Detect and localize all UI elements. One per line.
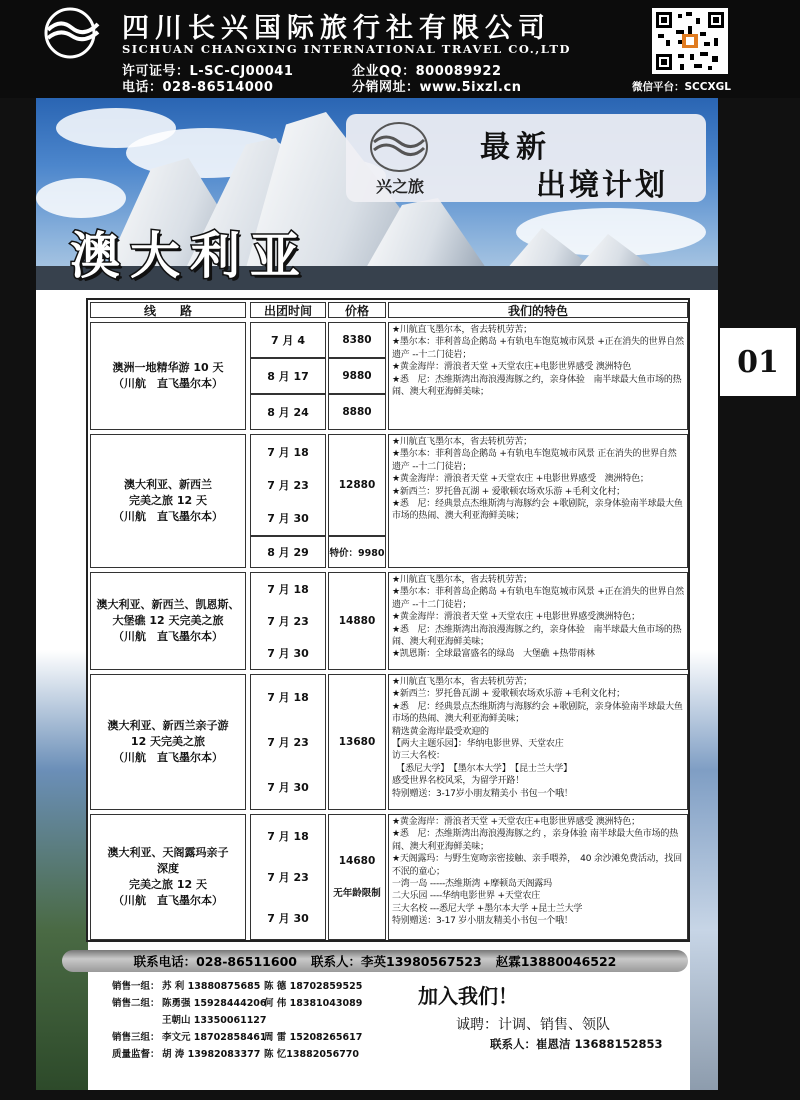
banner-title-latest: 最新: [480, 130, 552, 165]
company-phone: 电话：028-86514000: [122, 80, 274, 95]
brand-wave-icon: [368, 120, 430, 174]
departure-date: 7 月 23: [267, 735, 309, 749]
website[interactable]: 分销网址：www.5ixzl.cn: [352, 80, 522, 95]
header-date: 出团时间: [250, 302, 326, 318]
header-features: 我们的特色: [388, 302, 688, 318]
contact-person-2: 赵霖13880046522: [495, 954, 617, 969]
wechat-platform: 微信平台：SCCXGL: [632, 81, 731, 93]
departure-dates: [250, 434, 326, 536]
tour-price: 14680: [338, 855, 376, 867]
departure-date: 7 月 23: [267, 615, 309, 628]
departure-date: 7 月 30: [267, 780, 309, 794]
tour-price: 13680: [328, 674, 386, 810]
recruit-contact: 联系人：崔恩洁 13688152853: [490, 1037, 663, 1051]
sales-contact: 苏 利 13880875685: [162, 981, 261, 992]
header-bar: [0, 0, 800, 98]
company-qq: 企业QQ：800089922: [352, 64, 502, 79]
tour-price: 12880: [328, 434, 386, 536]
contact-bar: [62, 950, 688, 972]
sales-contact: 李文元 18702858461: [162, 1032, 267, 1043]
route-name: 澳大利亚、新西兰亲子游 12 天完美之旅 （川航 直飞墨尔本）: [90, 674, 246, 810]
tour-features: ★川航直飞墨尔本，省去转机劳苦； ★新西兰：罗托鲁瓦湖 + 爱歌顿农场欢乐游 +毛利文化村； ★悉 尼：经典景点杰维斯湾与海豚约会 +歌剧院，亲身体验南半球最大鱼市场的热闹、澳大利亚海鲜美味； 精选黄金海岸最受欢迎的 【两大主题乐园】：华纳电影世界、天堂农庄 访三大名校： 【悉尼大学】 【墨尔本大学】 【昆士兰大学】 感受世界名校风采，为留学开路！ 特别赠送：3-17岁小朋友精美小 书包一个哦！: [388, 674, 688, 810]
company-name-en: SICHUAN CHANGXING INTERNATIONAL TRAVEL CO.,LTD: [122, 42, 571, 56]
company-logo-icon: [40, 6, 106, 60]
departure-date: 7 月 4: [250, 322, 326, 358]
brand-name: 兴之旅: [376, 177, 425, 196]
age-note: 无年龄限制: [333, 888, 381, 899]
departure-date: 7 月 30: [267, 912, 309, 926]
country-title: 澳大利亚: [70, 227, 310, 285]
sales-contact: 周 雷 15208265617: [264, 1032, 363, 1043]
sales-contact: 王朝山 13350061127: [162, 1015, 267, 1026]
hero-opera-house-image: [36, 98, 718, 290]
header-price: 价格: [328, 302, 386, 318]
tour-features: ★川航直飞墨尔本，省去转机劳苦； ★墨尔本：菲利普岛企鹅岛 +有轨电车饱览城市风景 正在消失的世界自然遗产 --十二门徒岩； ★黄金海岸：滑浪者天堂 +天堂农庄 +电影世界感受 澳洲特色； ★新西兰：罗托鲁瓦湖 + 爱歌顿农场欢乐游 +毛利文化村； ★悉 尼：经典景点杰维斯湾与海豚约会 +歌剧院，亲身体验南半球最大鱼市场的热闹、澳大利亚海鲜美味；: [388, 434, 688, 568]
route-name: 澳大利亚、新西兰 完美之旅 12 天 （川航 直飞墨尔本）: [90, 434, 246, 568]
departure-dates: [250, 674, 326, 810]
route-name: 澳大利亚、新西兰、凯恩斯、 大堡礁 12 天完美之旅 （川航 直飞墨尔本）: [90, 572, 246, 670]
right-scenery-strip: [690, 290, 718, 1090]
departure-date: 7 月 18: [267, 829, 309, 843]
qr-code-icon: [652, 8, 728, 74]
page-number: 01: [718, 326, 798, 398]
banner-title-plan: 出境计划: [536, 168, 668, 203]
departure-date: 7 月 18: [267, 445, 309, 459]
tour-price: 14880: [328, 572, 386, 670]
departure-dates: [250, 814, 326, 940]
departure-date: 8 月 29: [250, 536, 326, 568]
tour-price: 9880: [328, 358, 386, 394]
route-name: 澳大利亚、天阁露玛亲子 深度 完美之旅 12 天 （川航 直飞墨尔本）: [90, 814, 246, 940]
route-name: 澳洲一地精华游 10 天 （川航 直飞墨尔本）: [90, 322, 246, 430]
company-name-cn: 四川长兴国际旅行社有限公司: [122, 13, 551, 44]
sales-group-2-label: 销售二组：: [112, 998, 160, 1009]
sales-contact: 胡 涛 13982083377: [162, 1049, 261, 1060]
tour-features: ★川航直飞墨尔本，省去转机劳苦； ★墨尔本：菲利普岛企鹅岛 +有轨电车饱览城市风景 +正在消失的世界自然遗产 --十二门徒岩； ★黄金海岸：滑浪者天堂 +天堂农庄 +电影世界感受澳洲特色； ★悉 尼：杰维斯湾出海浪漫海豚之约，亲身体验 南半球最大鱼市场的热闹、澳大利亚海鲜美味； ★凯恩斯：全球最富盛名的绿岛 大堡礁 +热带雨林: [388, 572, 688, 670]
sales-contact: 何 伟 18381043089: [264, 998, 363, 1009]
special-price: 特价：9980: [328, 536, 386, 568]
tour-price: 8380: [328, 322, 386, 358]
departure-date: 7 月 30: [267, 512, 309, 526]
sales-contact: 陈勇强 15928444206: [162, 998, 267, 1009]
sales-contact: 陈 德 18702859525: [264, 981, 363, 992]
contact-phone: 联系电话：028-86511600: [133, 954, 297, 969]
recruit-positions: 诚聘：计调、销售、领队: [456, 1017, 610, 1033]
tour-price-cell: [328, 814, 386, 940]
departure-date: 7 月 18: [267, 583, 309, 596]
tour-features: ★黄金海岸：滑浪者天堂 +天堂农庄+电影世界感受 澳洲特色； ★悉 尼：杰维斯湾出海浪漫海豚之约 ，亲身体验 南半球最大鱼市场的热闹、澳大利亚海鲜美味； ★天阁露玛：与野生宽吻亲密接触、亲手喂养， 40 余沙滩免费活动，找回不泯的童心； 一湾一岛 -----杰维斯湾 +摩顿岛天阁露玛 二大乐园 ----华纳电影世界 +天堂农庄 三大名校 ---悉尼大学 +墨尔本大学 +昆士兰大学 特别赠送：3-17 岁小朋友精美小书包一个哦！: [388, 814, 688, 940]
contact-label: 联系人：: [310, 954, 361, 969]
departure-date: 7 月 30: [267, 647, 309, 660]
departure-date: 7 月 23: [267, 478, 309, 492]
tour-table: [86, 298, 690, 942]
tour-price: 8880: [328, 394, 386, 430]
departure-date: 8 月 24: [250, 394, 326, 430]
tour-features: ★川航直飞墨尔本，省去转机劳苦； ★墨尔本：菲利普岛企鹅岛 +有轨电车饱览城市风景 +正在消失的世界自然遗产 --十二门徒岩； ★黄金海岸：滑浪者天堂 +天堂农庄+电影世界感受 澳洲特色 ★悉 尼：杰维斯湾出海浪漫海豚之约，亲身体验 南半球最大鱼市场的热闹、澳大利亚海鲜美味；: [388, 322, 688, 430]
departure-date: 8 月 17: [250, 358, 326, 394]
license-number: 许可证号：L-SC-CJ00041: [122, 64, 294, 79]
sales-group-3-label: 销售三组：: [112, 1032, 160, 1043]
contact-persons: [311, 952, 482, 970]
contact-person-1: 李英13980567523: [361, 954, 482, 969]
departure-date: 7 月 18: [267, 691, 309, 705]
banner-box: [346, 114, 706, 202]
departure-dates: [250, 572, 326, 670]
sales-contact: 陈 忆13882056770: [264, 1049, 360, 1060]
sales-group-1-label: 销售一组：: [112, 981, 160, 992]
join-us-title: 加入我们！: [418, 984, 518, 1008]
header-route: 线 路: [90, 302, 246, 318]
departure-date: 7 月 23: [267, 870, 309, 884]
quality-label: 质量监督：: [112, 1049, 160, 1060]
